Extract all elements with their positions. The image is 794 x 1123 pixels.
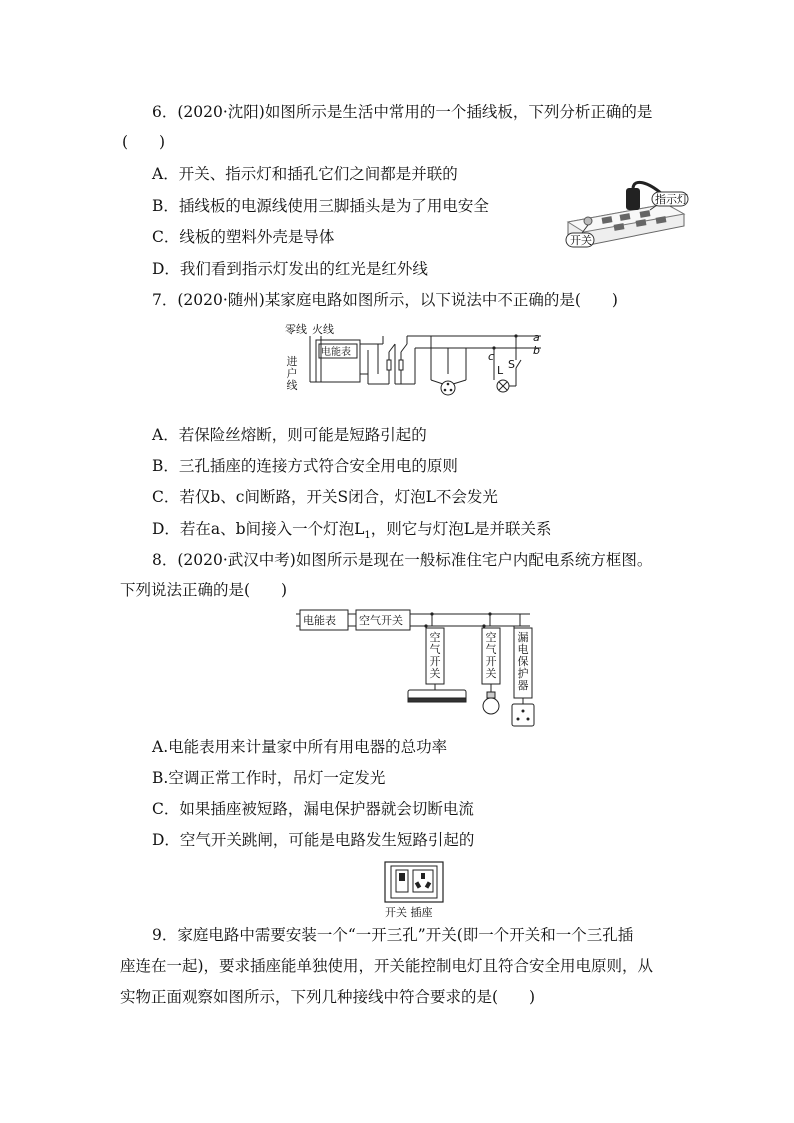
q9-stem-line3: 实物正面观察如图所示，下列几种接线中符合要求的是( ) (120, 988, 536, 1006)
q7-neutral-label: 零线 (285, 323, 307, 336)
q7-option-a: A．若保险丝熔断，则可能是短路引起的 (152, 426, 427, 444)
q8-option-b: B.空调正常工作时，吊灯一定发光 (152, 769, 386, 787)
svg-text:电能表 (321, 345, 351, 358)
q6-option-b: B．插线板的电源线使用三脚插头是为了用电安全 (152, 197, 489, 215)
q7-label-l: L (497, 364, 504, 377)
q8-breaker2-label: 空气开关 (485, 631, 497, 680)
q8-option-d: D．空气开关跳闸，可能是电路发生短路引起的 (152, 831, 475, 849)
q7-circuit-diagram (283, 322, 547, 414)
q7-option-d-post: ，则它与灯泡L是并联关系 (370, 520, 552, 538)
q6-power-strip-figure (558, 180, 693, 252)
q6-option-a: A．开关、指示灯和插孔它们之间都是并联的 (152, 165, 458, 183)
q8-stem-line1: 8．(2020·武汉中考)如图所示是现在一般标准住宅户内配电系统方框图。 (152, 551, 653, 569)
svg-text:火线 (312, 322, 334, 336)
q6-option-d: D．我们看到指示灯发出的红光是红外线 (152, 260, 428, 278)
q9-stem-line1: 9．家庭电路中需要安装一个“一开三孔”开关(即一个开关和一个三孔插 (152, 926, 634, 944)
q8-main-breaker-label: 空气开关 (359, 614, 403, 627)
q8-option-a: A.电能表用来计量家中所有用电器的总功率 (152, 738, 448, 756)
q7-option-b: B．三孔插座的连接方式符合安全用电的原则 (152, 457, 458, 475)
q7-label-s: S (508, 358, 515, 371)
q7-label-a: a (533, 331, 540, 344)
q7-label-b: b (533, 344, 540, 357)
svg-text:S (508, 358, 515, 371)
q9-switch-socket-figure (383, 860, 445, 918)
svg-text:L (497, 364, 504, 377)
svg-text:指示灯 (655, 192, 688, 206)
q7-option-d-pre: D．若在a、b间接入一个灯泡L (152, 520, 365, 538)
q6-stem-line2: ( ) (122, 133, 166, 151)
svg-text:空气开关 (359, 613, 403, 627)
q6-indicator-label: 指示灯 (655, 193, 688, 206)
q7-stem: 7．(2020·随州)某家庭电路如图所示，以下说法中不正确的是( ) (152, 291, 618, 309)
q7-option-d-subscript: 1 (364, 530, 371, 542)
svg-text:c (488, 350, 494, 363)
q8-option-c: C．如果插座被短路，漏电保护器就会切断电流 (152, 800, 474, 818)
svg-text:电能表 (303, 613, 336, 627)
q8-distribution-diagram (292, 606, 544, 730)
q7-option-c: C．若仅b、c间断路，开关S闭合，灯泡L不会发光 (152, 488, 498, 506)
q7-entry-label: 进户线 (286, 355, 298, 392)
q9-stem-line2: 座连在一起)，要求插座能单独使用，开关能控制电灯且符合安全用电原则，从 (120, 957, 654, 975)
q7-live-label: 火线 (312, 323, 334, 336)
svg-text:a (533, 331, 540, 344)
q6-switch-label: 开关 (570, 234, 592, 247)
q6-stem-line1: 6．(2020·沈阳)如图所示是生活中常用的一个插线板，下列分析正确的是 (152, 103, 653, 121)
q7-option-d (152, 518, 552, 547)
q9-figure-caption: 开关 插座 (385, 906, 433, 919)
q8-breaker1-label: 空气开关 (429, 631, 441, 680)
q6-option-c: C．线板的塑料外壳是导体 (152, 228, 335, 246)
svg-text:零线 (285, 322, 307, 336)
q8-leakage-label: 漏电保护器 (517, 631, 529, 692)
q8-meter-label: 电能表 (303, 614, 336, 627)
svg-text:b (533, 344, 540, 357)
svg-text:开关 (570, 234, 592, 247)
q8-stem-line2: 下列说法正确的是( ) (120, 581, 288, 599)
q7-meter-label: 电能表 (321, 347, 351, 358)
q7-label-c: c (488, 350, 495, 363)
